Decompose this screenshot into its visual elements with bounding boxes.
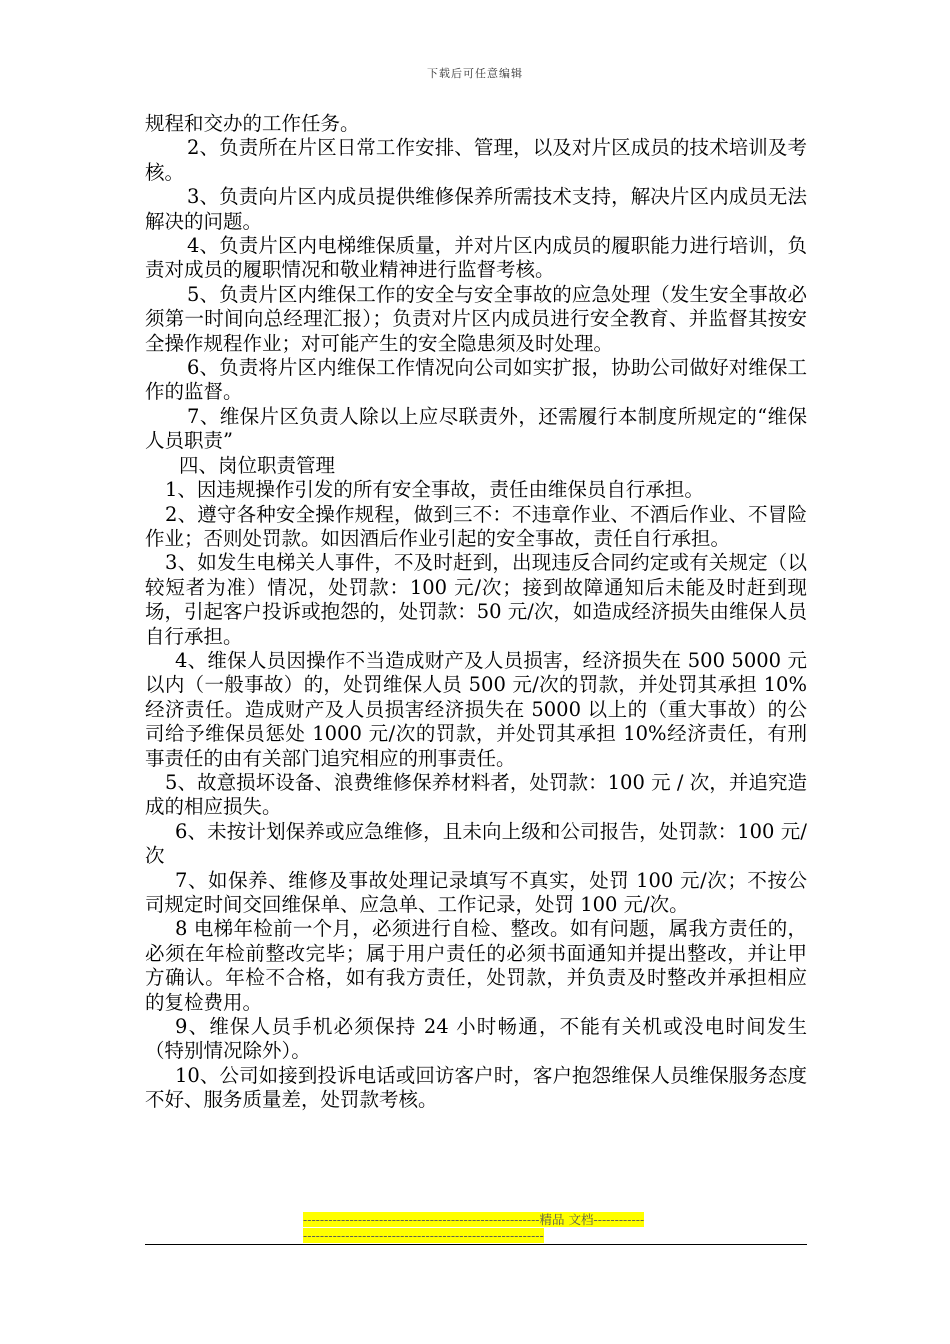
paragraph: 2、遵守各种安全操作规程，做到三不：不违章作业、不酒后作业、不冒险作业；否则处罚款。如因酒后作业引起的安全事故，责任自行承担。 — [145, 502, 807, 550]
footer-watermark-text: --------------------------------------------------------精品 文档--------------------------------------------------------------------- — [303, 1212, 645, 1243]
paragraph: 6、负责将片区内维保工作情况向公司如实扩报，协助公司做好对维保工作的监督。 — [145, 356, 807, 404]
footer-divider — [145, 1244, 807, 1245]
paragraph: 4、维保人员因操作不当造成财产及人员损害，经济损失在 500 5000 元以内（一般事故）的，处罚维保人员 500 元/次的罚款，并处罚其承担 10%经济责任。造成财产及人员损害经济损失在 5000 以上的（重大事故）的公司给予维保员惩处 1000 元/次的罚款，并处罚其承担 10%经济责任，有刑事责任的由有关部门追究相应的刑事责任。 — [145, 648, 807, 770]
paragraph: 10、公司如接到投诉电话或回访客户时，客户抱怨维保人员维保服务态度不好、服务质量差，处罚款考核。 — [145, 1063, 807, 1112]
paragraph: 8 电梯年检前一个月，必须进行自检、整改。如有问题，属我方责任的，必须在年检前整改完毕；属于用户责任的必须书面通知并提出整改，并让甲方确认。年检不合格，如有我方责任，处罚款，并负责及时整改并承担相应的复检费用。 — [145, 917, 807, 1014]
paragraph: 3、负责向片区内成员提供维修保养所需技术支持，解决片区内成员无法解决的问题。 — [145, 185, 807, 233]
paragraph: 2、负责所在片区日常工作安排、管理，以及对片区成员的技术培训及考核。 — [145, 136, 807, 184]
page-header: 下载后可任意编辑 — [427, 67, 523, 80]
paragraph: 9、维保人员手机必须保持 24 小时畅通，不能有关机或没电时间发生（特别情况除外）。 — [145, 1015, 807, 1063]
paragraph: 7、如保养、维修及事故处理记录填写不真实，处罚 100 元/次；不按公司规定时间交回维保单、应急单、工作记录，处罚 100 元/次。 — [145, 868, 807, 916]
paragraph: 4、负责片区内电梯维保质量，并对片区内成员的履职能力进行培训，负责对成员的履职情况和敬业精神进行监督考核。 — [145, 234, 807, 282]
paragraph: 6、未按计划保养或应急维修，且未向上级和公司报告，处罚款：100 元/次 — [145, 819, 807, 868]
document-body — [145, 112, 807, 1113]
paragraph: 5、负责片区内维保工作的安全与安全事故的应急处理（发生安全事故必须第一时间向总经理汇报）；负责对片区内成员进行安全教育、并监督其按安全操作规程作业；对可能产生的安全隐患须及时处理。 — [145, 282, 807, 355]
paragraph: 3、如发生电梯关人事件，不及时赶到，出现违反合同约定或有关规定（以较短者为准）情况，处罚款：100 元/次；接到故障通知后未能及时赶到现场，引起客户投诉或抱怨的，处罚款：50 元/次，如造成经济损失由维保人员自行承担。 — [145, 551, 807, 648]
paragraph: 1、因违规操作引发的所有安全事故，责任由维保员自行承担。 — [165, 478, 704, 502]
paragraph: 7、维保片区负责人除以上应尽联责外，还需履行本制度所规定的“维保人员职责” — [145, 404, 807, 453]
paragraph: 5、故意损坏设备、浪费维修保养材料者，处罚款：100 元 / 次，并追究造成的相应损失。 — [145, 770, 807, 819]
paragraph: 规程和交办的工作任务。 — [145, 112, 360, 135]
footer-watermark — [303, 1212, 648, 1243]
section-heading: 四、岗位职责管理 — [179, 453, 336, 477]
